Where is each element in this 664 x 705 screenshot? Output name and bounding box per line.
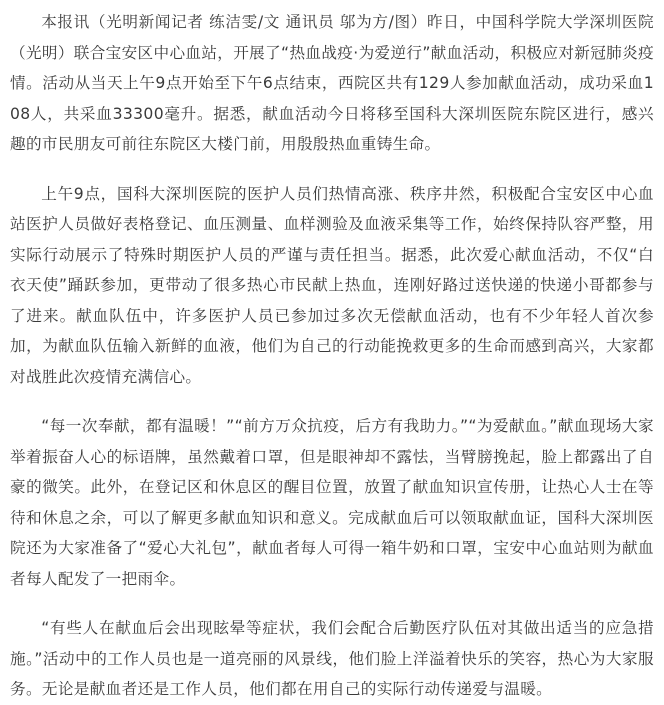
article-paragraph-3: “每一次奉献，都有温暖！”“前方万众抗疫，后方有我助力。”“为爱献血。”献血现场大家举着振奋人心的标语牌，虽然戴着口罩，但是眼神却不露怯，当臂膀挽起，脸上都露出了自豪的微笑。此外，在登记区和休息区的醒目位置，放置了献血知识宣传册，让热心人士在等待和休息之余，可以了解更多献血知识和意义。完成献血后可以领取献血证，国科大深圳医院还为大家准备了“爱心大礼包”，献血者每人可得一箱牛奶和口罩，宝安中心血站则为献血者每人配发了一把雨伞。	[10, 417, 654, 588]
article-paragraph-4: “有些人在献血后会出现眩晕等症状，我们会配合后勤医疗队伍对其做出适当的应急措施。”活动中的工作人员也是一道亮丽的风景线，他们脸上洋溢着快乐的笑容，热心为大家服务。无论是献血者还是工作人员，他们都在用自己的实际行动传递爱与温暖。	[10, 619, 654, 698]
article-paragraph-2: 上午9点，国科大深圳医院的医护人员们热情高涨、秩序井然，积极配合宝安区中心血站医护人员做好表格登记、血压测量、血样测验及血液采集等工作，始终保持队容严整，用实际行动展示了特殊时期医护人员的严谨与责任担当。据悉，此次爱心献血活动，不仅“白衣天使”踊跃参加，更带动了很多热心市民献上热血，连刚好路过送快递的快递小哥都参与了进来。献血队伍中，许多医护人员已参加过多次无偿献血活动，也有不少年轻人首次参加，为献血队伍输入新鲜的血液，他们为自己的行动能挽救更多的生命而感到高兴，大家都对战胜此次疫情充满信心。	[10, 184, 654, 386]
article-paragraph-1: 本报讯（光明新闻记者 练洁雯/文 通讯员 邬为方/图）昨日，中国科学院大学深圳医院（光明）联合宝安区中心血站，开展了“热血战疫·为爱逆行”献血活动，积极应对新冠肺炎疫情。活动从当天上午9点开始至下午6点结束，西院区共有129人参加献血活动，成功采血108人，共采血33300毫升。据悉，献血活动今日将移至国科大深圳医院东院区进行，感兴趣的市民朋友可前往东院区大楼门前，用殷殷热血重铸生命。	[10, 13, 654, 153]
